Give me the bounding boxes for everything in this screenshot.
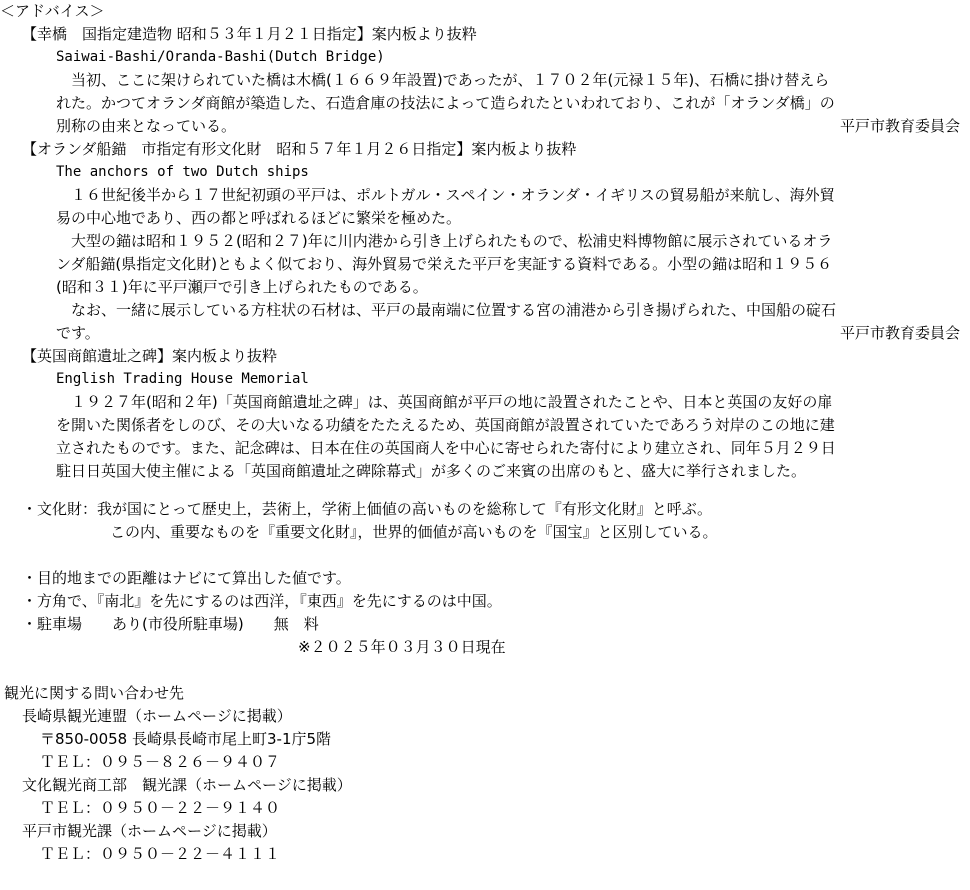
advice-heading: ＜アドバイス＞: [0, 2, 105, 20]
body-line: (昭和３１)年に平戸瀬戸で引き上げられたものである。: [56, 278, 428, 296]
bunkazai-definition: ・文化財：我が国にとって歴史上，芸術上，学術上価値の高いものを総称して『有形文化財』と呼ぶ。: [22, 500, 713, 518]
body-line: 当初、ここに架けられていた橋は木橋(１６６９年設置)であったが、１７０２年(元禄１５年)、石橋に掛け替えら: [56, 71, 830, 89]
body-line: です。: [56, 324, 100, 342]
contact-tel: ＴＥＬ：０９５０－２２－４１１１: [40, 845, 281, 863]
contact-org: 平戸市観光課（ホームページに掲載）: [22, 822, 277, 840]
note-item: ・方角で、『南北』を先にするのは西洋，『東西』を先にするのは中国。: [22, 592, 502, 610]
bunkazai-definition-continued: この内、重要なものを『重要文化財』，世界的価値が高いものを『国宝』と区別している。: [110, 523, 718, 541]
credit-text: 平戸市教育委員会: [839, 324, 960, 342]
body-line: を開いた関係者をしのび、その大いなる功績をたたえるため、英国商館が設置されていたであろう対岸のこの地に建: [56, 416, 835, 434]
body-line: １６世紀後半から１７世紀初頭の平戸は、ポルトガル・スペイン・オランダ・イギリスの貿易船が来航し、海外貿: [56, 186, 835, 204]
contact-tel: ＴＥＬ：０９５０－２２－９１４０: [40, 799, 281, 817]
body-line: １９２７年(昭和２年)「英国商館遺址之碑」は、英国商館が平戸の地に設置されたことや、日本と英国の友好の扉: [56, 393, 833, 411]
section-title: 【幸橋 国指定建造物 昭和５３年１月２１日指定】案内板より抜粋: [22, 25, 477, 43]
contact-tel: ＴＥＬ：０９５－８２６－９４０７: [40, 753, 281, 771]
body-line: 立されたものです。また、記念碑は、日本在住の英国商人を中心に寄せられた寄付により建立され、同年５月２９日: [56, 439, 836, 457]
body-line: れた。かつてオランダ商館が築造した、石造倉庫の技法によって造られたといわれており、これが「オランダ橋」の: [56, 94, 835, 112]
note-item: ・駐車場 あり(市役所駐車場) 無 料: [22, 615, 319, 633]
body-line: なお、一緒に展示している方柱状の石材は、平戸の最南端に位置する宮の浦港から引き揚げられた、中国船の碇石: [56, 301, 837, 319]
contact-address: 〒850-0058 長崎県長崎市尾上町3-1庁5階: [40, 730, 332, 748]
body-line: 大型の錨は昭和１９５２(昭和２７)年に川内港から引き上げられたもので、松浦史料博物館に展示されているオラ: [56, 232, 833, 250]
body-line: ンダ船錨(県指定文化財)ともよく似ており、海外貿易で栄えた平戸を実証する資料である。小型の錨は昭和１９５６: [56, 255, 833, 273]
body-line: 易の中心地であり、西の都と呼ばれるほどに繁栄を極めた。: [56, 209, 462, 227]
section-english-title: English Trading House Memorial: [56, 371, 309, 387]
body-line: 駐日日英国大使主催による「英国商館遺址之碑除幕式」が多くのご来賓の出席のもと、盛大に挙行されました。: [56, 462, 807, 480]
credit-text: 平戸市教育委員会: [839, 117, 960, 135]
contact-org: 文化観光商工部 観光課（ホームページに掲載）: [22, 776, 352, 794]
body-line: 別称の由来となっている。: [56, 117, 237, 135]
section-title: 【英国商館遺址之碑】案内板より抜粋: [22, 347, 278, 365]
note-item: ・目的地までの距離はナビにて算出した値です。: [22, 569, 351, 587]
contact-heading: 観光に関する問い合わせ先: [4, 684, 185, 702]
section-english-title: The anchors of two Dutch ships: [56, 164, 309, 180]
section-english-title: Saiwai-Bashi/Oranda-Bashi(Dutch Bridge): [56, 49, 385, 65]
contact-org: 長崎県観光連盟（ホームページに掲載）: [22, 707, 292, 725]
as-of-date: ※２０２５年０３月３０日現在: [298, 638, 506, 656]
section-title: 【オランダ船錨 市指定有形文化財 昭和５７年１月２６日指定】案内板より抜粋: [22, 140, 577, 158]
